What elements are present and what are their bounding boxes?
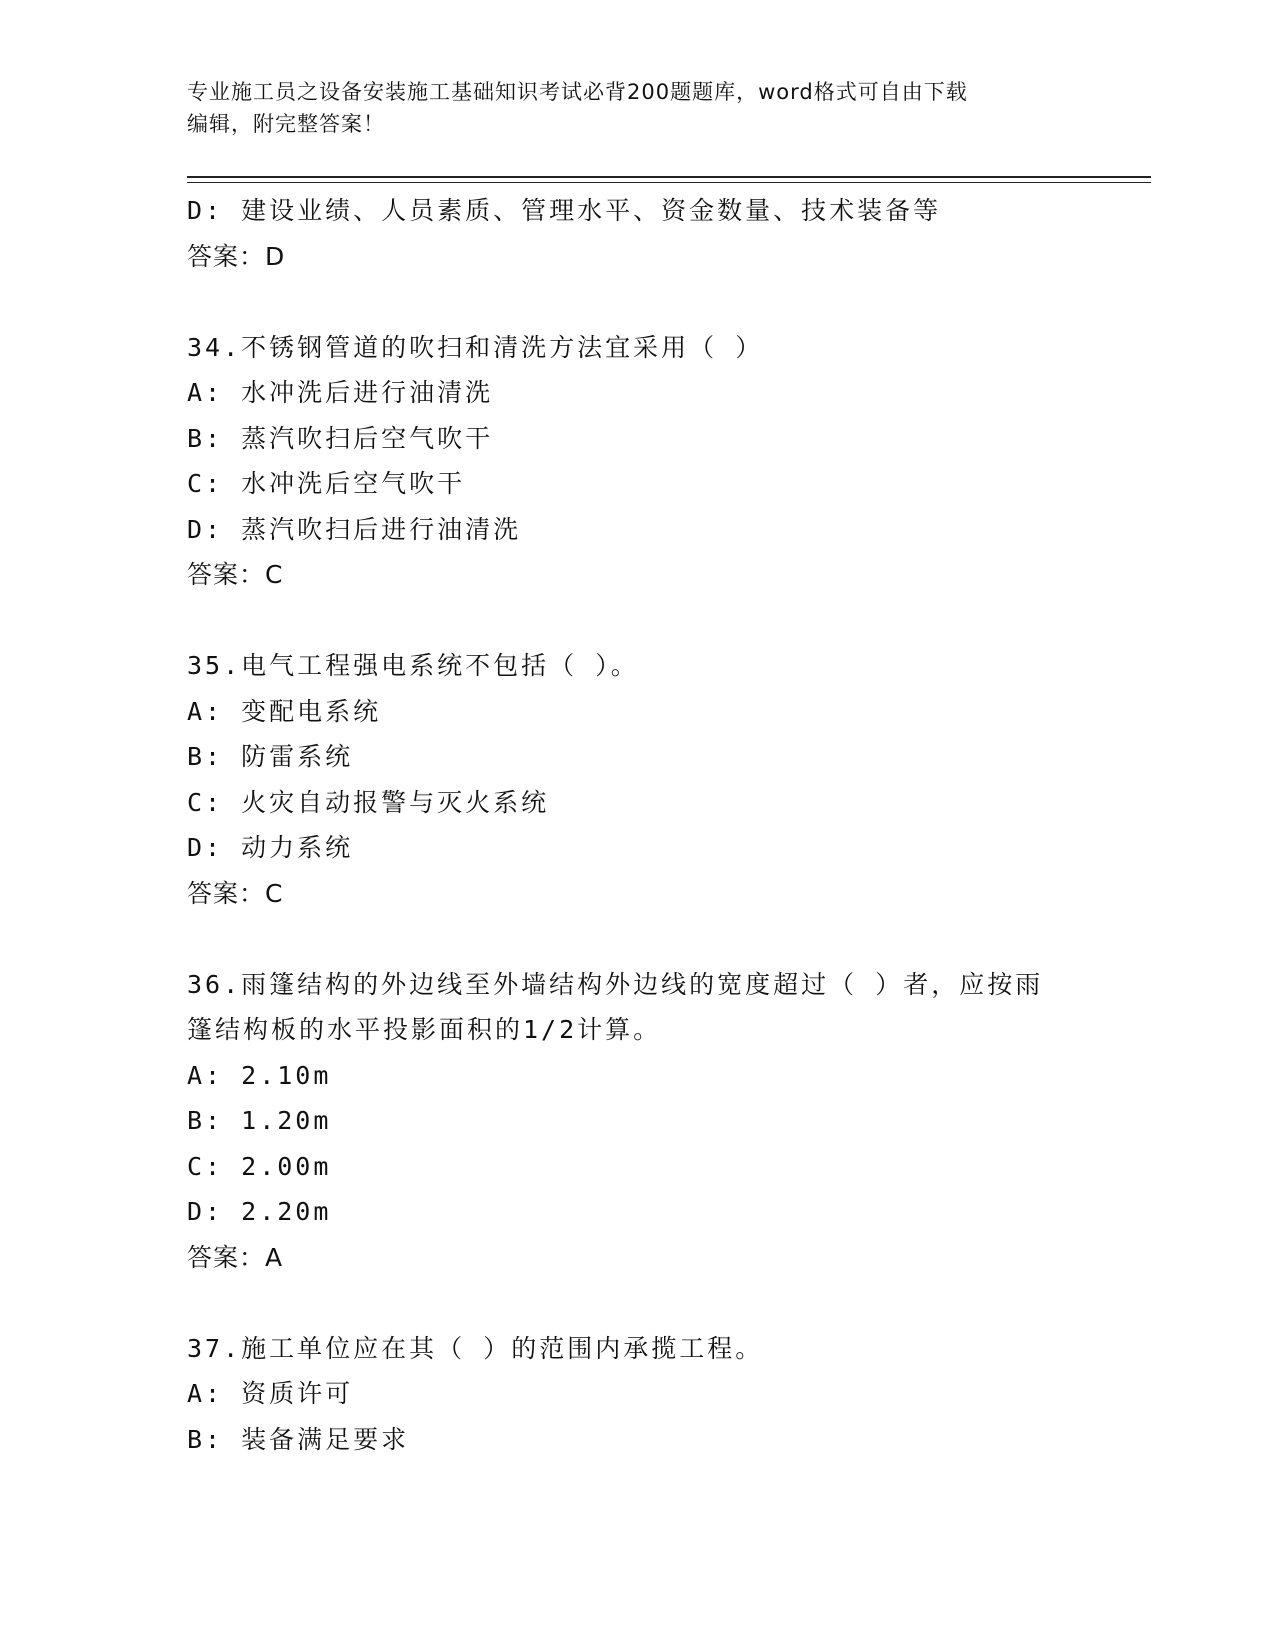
answer: 答案：C xyxy=(187,878,284,908)
question-list xyxy=(187,188,1147,1462)
spacer xyxy=(187,916,1147,962)
answer: 答案：C xyxy=(187,560,284,589)
question-stem-line-2: 篷结构板的水平投影面积的1/2计算。 xyxy=(187,1015,662,1044)
question-stem: 34.不锈钢管道的吹扫和清洗方法宜采用（ ） xyxy=(187,332,764,362)
option-a: A: 水冲洗后进行油清洗 xyxy=(187,378,494,407)
question-37 xyxy=(187,1326,1147,1463)
question-35 xyxy=(187,643,1147,916)
spacer xyxy=(187,1280,1147,1326)
option-a: A: 变配电系统 xyxy=(187,696,382,726)
option-d: D: 动力系统 xyxy=(187,833,354,862)
option-b: B: 1.20m xyxy=(187,1106,332,1135)
spacer xyxy=(187,279,1147,325)
option-a: A: 资质许可 xyxy=(187,1379,354,1408)
question-stem: 35.电气工程强电系统不包括（ ）。 xyxy=(187,651,639,680)
header-divider-thick xyxy=(187,176,1151,178)
option-b: B: 装备满足要求 xyxy=(187,1424,410,1454)
question-stem: 37.施工单位应在其（ ）的范围内承揽工程。 xyxy=(187,1333,764,1363)
header-title-line-2: 编辑，附完整答案！ xyxy=(187,112,385,136)
option-d: D: 蒸汽吹扫后进行油清洗 xyxy=(187,514,522,544)
answer: 答案：A xyxy=(187,1242,284,1272)
previous-question-answer: 答案：D xyxy=(187,241,286,271)
previous-question-option-d: D: 建设业绩、人员素质、管理水平、资金数量、技术装备等 xyxy=(187,196,942,225)
option-d: D: 2.20m xyxy=(187,1197,332,1226)
option-c: C: 水冲洗后空气吹干 xyxy=(187,469,466,498)
option-a: A: 2.10m xyxy=(187,1060,332,1090)
spacer xyxy=(187,598,1147,644)
header-title-line-1: 专业施工员之设备安装施工基础知识考试必背200题题库，word格式可自由下载 xyxy=(187,80,968,104)
question-36 xyxy=(187,962,1147,1281)
question-stem-line-1: 36.雨篷结构的外边线至外墙结构外边线的宽度超过（ ）者，应按雨 xyxy=(187,969,1044,999)
option-b: B: 防雷系统 xyxy=(187,742,354,771)
option-b: B: 蒸汽吹扫后空气吹干 xyxy=(187,423,494,453)
document-header xyxy=(187,76,1067,140)
header-divider-thin xyxy=(187,182,1151,183)
question-34 xyxy=(187,325,1147,598)
option-c: C: 火灾自动报警与灭火系统 xyxy=(187,787,550,817)
option-c: C: 2.00m xyxy=(187,1151,332,1181)
